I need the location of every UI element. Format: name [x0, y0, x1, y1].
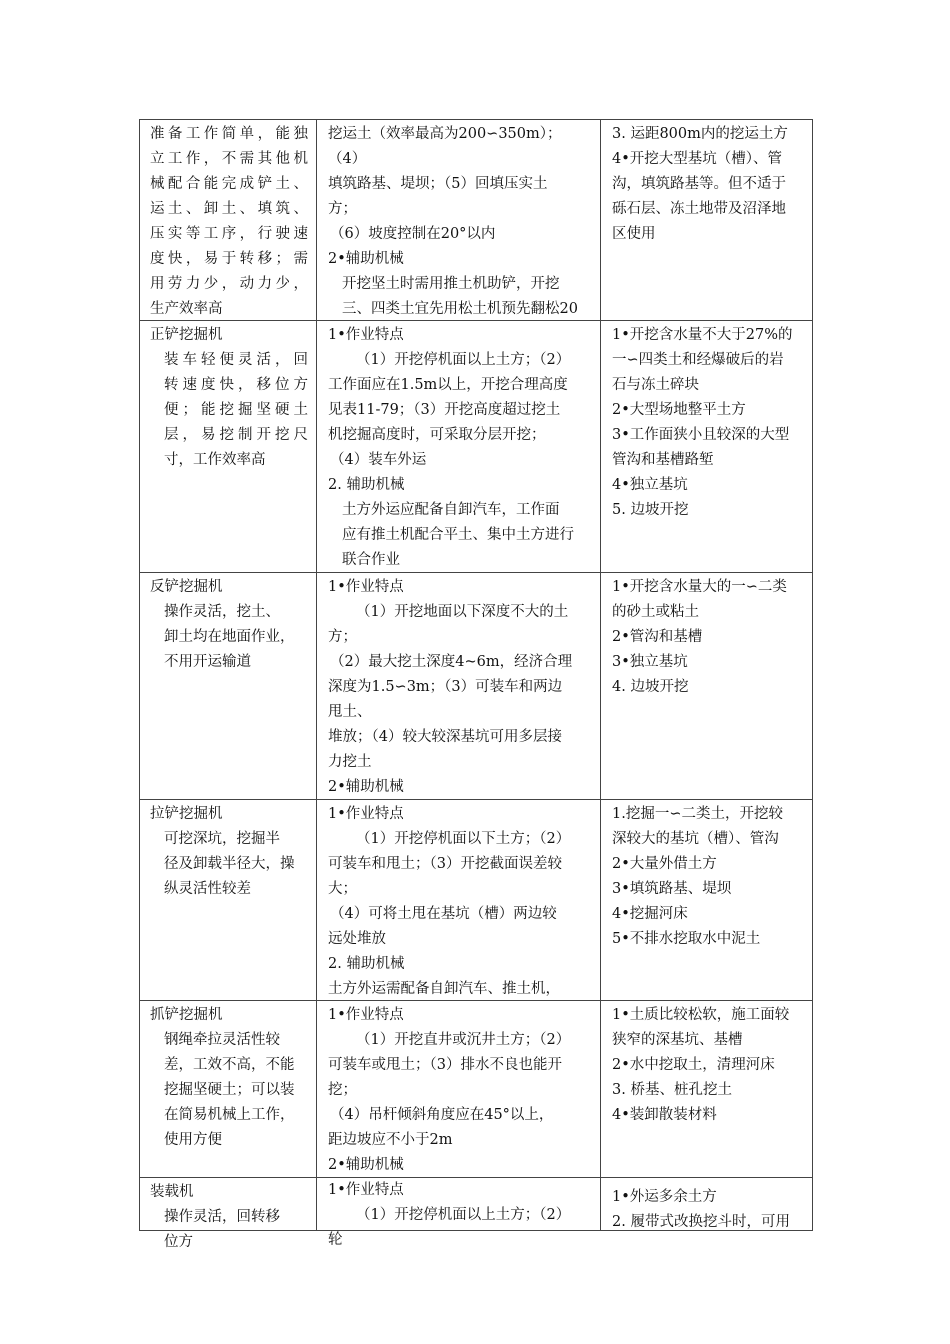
- cell-line: 2•辅助机械: [328, 779, 404, 795]
- cell-line: 4. 边坡开挖: [612, 679, 689, 695]
- cell-line: 不用开运输道: [164, 654, 251, 670]
- cell-line: 可装车和甩土；（3）开挖截面误差较: [328, 856, 562, 872]
- cell-line: 1•作业特点: [328, 806, 404, 822]
- cell-line: 2. 辅助机械: [328, 956, 405, 972]
- cell-line: 1•作业特点: [328, 1182, 404, 1198]
- cell-line: 立工作，不需其他机: [150, 151, 308, 167]
- cell-line: 土方外运应配备自卸汽车，工作面: [342, 502, 560, 518]
- cell-line: 便；能挖掘坚硬土: [164, 402, 308, 418]
- cell-line: 2•水中挖取土，清理河床: [612, 1057, 775, 1073]
- cell-line: 机挖掘高度时，可采取分层开挖；: [328, 427, 546, 443]
- operation-cell-clamshell: [317, 1001, 601, 1178]
- cell-line: 准备工作简单，能独: [150, 126, 308, 142]
- operation-cell-backhoe: [317, 573, 601, 800]
- application-cell-loader: [601, 1178, 813, 1231]
- machine-cell-clamshell: [140, 1001, 317, 1178]
- cell-line: 拉铲挖掘机: [150, 806, 223, 822]
- cell-line: （6）坡度控制在20°以内: [330, 226, 496, 242]
- cell-line: 石与冻土碎块: [612, 377, 699, 393]
- cell-line: 度快，易于转移；需: [150, 251, 308, 267]
- application-cell-clamshell: [601, 1001, 813, 1178]
- cell-line: （4）吊杆倾斜角度应在45°以上，: [330, 1107, 554, 1123]
- cell-line: 1.挖掘一∽二类土，开挖较: [612, 806, 783, 822]
- cell-line: 2•管沟和基槽: [612, 629, 703, 645]
- cell-line: 寸，工作效率高: [164, 452, 266, 468]
- application-cell-power-shovel: [601, 321, 813, 573]
- machine-cell-dragline: [140, 800, 317, 1001]
- cell-line: 沟，填筑路基等。但不适于: [612, 176, 786, 192]
- cell-line: 5. 边坡开挖: [612, 502, 689, 518]
- cell-line: 开挖坚土时需用推土机助铲，开挖: [342, 276, 560, 292]
- cell-line: 反铲挖掘机: [150, 579, 223, 595]
- cell-line: 压实等工序，行驶速: [150, 226, 308, 242]
- cell-line: 2•大量外借土方: [612, 856, 717, 872]
- cell-line: 3•填筑路基、堤坝: [612, 881, 732, 897]
- operation-cell-power-shovel: [317, 321, 601, 573]
- machine-cell-bulldozer-scraper: [140, 120, 317, 321]
- cell-line: 远处堆放: [328, 931, 386, 947]
- cell-line: 抓铲挖掘机: [150, 1007, 223, 1023]
- cell-line: 2•辅助机械: [328, 1157, 404, 1173]
- cell-text: [601, 1178, 812, 1230]
- cell-line: 1•作业特点: [328, 579, 404, 595]
- table-row: [140, 321, 813, 573]
- cell-line: 3•独立基坑: [612, 654, 688, 670]
- cell-text: [601, 321, 812, 572]
- cell-line: 土方外运需配备自卸汽车、推土机，: [328, 981, 560, 997]
- cell-line: 可装车或甩土；（3）排水不良也能开: [328, 1057, 562, 1073]
- cell-line: 钢绳牵拉灵活性较: [164, 1032, 280, 1048]
- machine-cell-power-shovel: [140, 321, 317, 573]
- cell-text: [140, 321, 316, 572]
- cell-text: [140, 120, 316, 320]
- application-cell-bulldozer-scraper: [601, 120, 813, 321]
- cell-line: 1•作业特点: [328, 1007, 404, 1023]
- cell-text: [140, 800, 316, 1000]
- cell-line: 距边坡应不小于2m: [328, 1132, 453, 1148]
- cell-line: 1•开挖含水量大的一∽二类: [612, 579, 787, 595]
- cell-line: 5•不排水挖取水中泥土: [612, 931, 761, 947]
- cell-line: 的砂土或粘土: [612, 604, 699, 620]
- cell-line: 3. 运距800m内的挖运土方: [612, 126, 788, 142]
- cell-line: （1）开挖停机面以下土方；（2）: [356, 831, 571, 847]
- operation-cell-bulldozer-scraper: [317, 120, 601, 321]
- cell-line: 用劳力少，动力少，: [150, 276, 308, 292]
- cell-text: [601, 1001, 812, 1177]
- application-cell-dragline: [601, 800, 813, 1001]
- cell-line: 管沟和基槽路堑: [612, 452, 714, 468]
- cell-line: 区使用: [612, 226, 656, 242]
- cell-line: （2）最大挖土深度4~6m，经济合理: [330, 654, 573, 670]
- cell-line: 差，工效不高，不能: [164, 1057, 295, 1073]
- cell-line: 可挖深坑，挖掘半: [164, 831, 280, 847]
- table-body: [140, 120, 813, 1250]
- operation-cell-loader: [317, 1178, 601, 1248]
- cell-line: 狭窄的深基坑、基槽: [612, 1032, 743, 1048]
- machine-cell-loader: [140, 1178, 317, 1250]
- cell-line: 2•大型场地整平土方: [612, 402, 746, 418]
- cell-line: 挖；: [328, 1082, 357, 1098]
- cell-text: [601, 120, 812, 320]
- cell-line: 径及卸载半径大，操: [164, 856, 295, 872]
- table-row: [140, 120, 813, 321]
- cell-text: [317, 800, 600, 1000]
- cell-line: 操作灵活，回转移: [164, 1209, 280, 1225]
- cell-line: 装车轻便灵活，回: [164, 352, 308, 368]
- cell-line: （4）: [328, 151, 367, 167]
- cell-line: 应有推土机配合平土、集中土方进行: [342, 527, 574, 543]
- cell-line: 转速度快，移位方: [164, 377, 308, 393]
- cell-line: 3. 桥基、桩孔挖土: [612, 1082, 732, 1098]
- cell-line: （1）开挖停机面以上土方；（2）: [356, 352, 571, 368]
- machinery-table: [139, 119, 813, 1250]
- cell-line: 挖掘坚硬土；可以装: [164, 1082, 295, 1098]
- table-row: [140, 1001, 813, 1178]
- cell-line: 方；: [328, 629, 357, 645]
- cell-line: （1）开挖停机面以上土方；（2）: [356, 1207, 571, 1223]
- machine-cell-backhoe: [140, 573, 317, 800]
- operation-cell-dragline: [317, 800, 601, 1001]
- cell-text: [317, 1001, 600, 1177]
- cell-line: 4•装卸散装材料: [612, 1107, 717, 1123]
- application-cell-backhoe: [601, 573, 813, 800]
- cell-line: 1•开挖含水量不大于27%的: [612, 327, 793, 343]
- cell-line: 操作灵活，挖土、: [164, 604, 280, 620]
- cell-text: [140, 573, 316, 799]
- cell-line: 联合作业: [342, 552, 400, 568]
- cell-line: 使用方便: [164, 1132, 222, 1148]
- cell-line: 轮: [328, 1232, 343, 1248]
- cell-line: 三、四类土宜先用松土机预先翻松20: [342, 301, 578, 317]
- cell-line: 深较大的基坑（槽）、管沟: [612, 831, 779, 847]
- cell-line: 堆放；（4）较大较深基坑可用多层接: [328, 729, 562, 745]
- cell-line: （1）开挖地面以下深度不大的土: [356, 604, 569, 620]
- cell-text: [140, 1178, 316, 1250]
- cell-line: 在简易机械上工作，: [164, 1107, 295, 1123]
- table-row: [140, 573, 813, 800]
- cell-line: 1•土质比较松软，施工面较: [612, 1007, 790, 1023]
- cell-line: 力挖土: [328, 754, 372, 770]
- cell-text: [601, 573, 812, 799]
- cell-text: [317, 321, 600, 572]
- cell-line: 4•独立基坑: [612, 477, 688, 493]
- cell-line: 见表11-79；（3）开挖高度超过挖土: [328, 402, 561, 418]
- cell-line: 一∽四类土和经爆破后的岩: [612, 352, 784, 368]
- cell-line: 砾石层、冻土地带及沼泽地: [612, 201, 786, 217]
- cell-line: 方；: [328, 201, 357, 217]
- cell-line: （4）可将土甩在基坑（槽）两边较: [330, 906, 557, 922]
- cell-line: （1）开挖直井或沉井土方；（2）: [356, 1032, 571, 1048]
- cell-line: 卸土均在地面作业，: [164, 629, 295, 645]
- cell-line: 装载机: [150, 1184, 194, 1200]
- cell-line: （4）装车外运: [330, 452, 427, 468]
- cell-line: 深度为1.5∽3m；（3）可装车和两边: [328, 679, 563, 695]
- cell-line: 3•工作面狭小且较深的大型: [612, 427, 790, 443]
- cell-line: 填筑路基、堤坝；（5）回填压实土: [328, 176, 548, 192]
- cell-line: 械配合能完成铲土、: [150, 176, 308, 192]
- cell-line: 1•作业特点: [328, 327, 404, 343]
- cell-line: 挖运土（效率最高为200∽350m）；: [328, 126, 562, 142]
- cell-line: 4•挖掘河床: [612, 906, 688, 922]
- cell-line: 大；: [328, 881, 357, 897]
- cell-text: [317, 1178, 600, 1248]
- cell-text: [317, 573, 600, 799]
- cell-line: 纵灵活性较差: [164, 881, 251, 897]
- cell-text: [140, 1001, 316, 1177]
- table-row: [140, 1178, 813, 1231]
- cell-line: 1•外运多余土方: [612, 1189, 717, 1205]
- cell-text: [317, 120, 600, 320]
- cell-line: 2. 辅助机械: [328, 477, 405, 493]
- table-row: [140, 800, 813, 1001]
- cell-line: 正铲挖掘机: [150, 327, 223, 343]
- cell-line: 2•辅助机械: [328, 251, 404, 267]
- cell-line: 工作面应在1.5m以上，开挖合理高度: [328, 377, 568, 393]
- cell-line: 4•开挖大型基坑（槽）、管: [612, 151, 783, 167]
- cell-line: 层，易挖制开挖尺: [164, 427, 308, 443]
- cell-text: [601, 800, 812, 1000]
- cell-line: 位方: [164, 1234, 193, 1250]
- cell-line: 运土、卸土、填筑、: [150, 201, 308, 217]
- cell-line: 甩土、: [328, 704, 372, 720]
- cell-line: 2. 履带式改换挖斗时，可用: [612, 1214, 790, 1230]
- cell-line: 生产效率高: [150, 301, 223, 317]
